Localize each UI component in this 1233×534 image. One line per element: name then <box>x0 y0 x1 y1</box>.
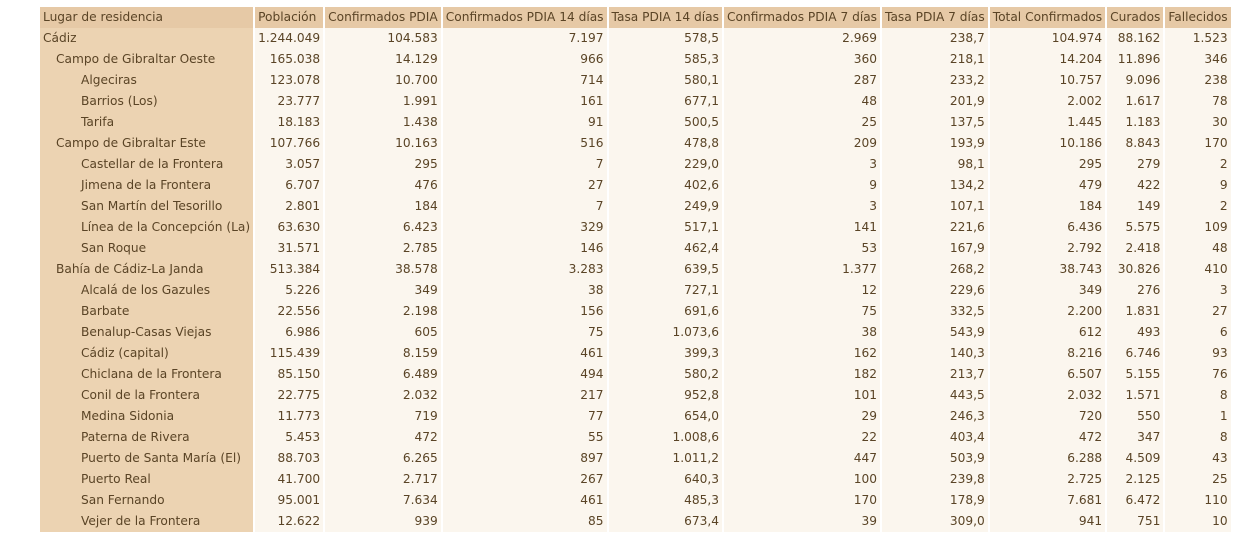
table-row <box>40 259 1231 280</box>
cell-poblacion: 5.453 <box>255 427 323 448</box>
cell-total-confirmados: 2.792 <box>990 238 1105 259</box>
cell-poblacion: 18.183 <box>255 112 323 133</box>
place-name-cell[interactable]: Cádiz <box>40 28 253 49</box>
cell-fallecidos: 1.523 <box>1165 28 1230 49</box>
cell-curados: 6.472 <box>1107 490 1163 511</box>
table-body <box>40 28 1231 532</box>
cell-poblacion: 5.226 <box>255 280 323 301</box>
header-lugar[interactable]: Lugar de residencia <box>40 7 253 28</box>
cell-tasa-pdia-14: 1.073,6 <box>609 322 722 343</box>
cell-tasa-pdia-7: 229,6 <box>882 280 988 301</box>
cell-tasa-pdia-14: 249,9 <box>609 196 722 217</box>
cell-fallecidos: 410 <box>1165 259 1230 280</box>
cell-curados: 1.617 <box>1107 91 1163 112</box>
cell-fallecidos: 10 <box>1165 511 1230 532</box>
place-name-cell[interactable]: Vejer de la Frontera <box>40 511 253 532</box>
cell-confirmados-pdia-7: 101 <box>724 385 880 406</box>
cell-tasa-pdia-7: 167,9 <box>882 238 988 259</box>
cell-confirmados-pdia: 476 <box>325 175 441 196</box>
cell-tasa-pdia-14: 462,4 <box>609 238 722 259</box>
cell-confirmados-pdia: 10.163 <box>325 133 441 154</box>
cell-confirmados-pdia-14: 27 <box>443 175 607 196</box>
cell-tasa-pdia-7: 443,5 <box>882 385 988 406</box>
cell-confirmados-pdia-14: 85 <box>443 511 607 532</box>
place-name-cell[interactable]: Barrios (Los) <box>40 91 253 112</box>
table-row <box>40 196 1231 217</box>
cell-total-confirmados: 349 <box>990 280 1105 301</box>
cell-poblacion: 107.766 <box>255 133 323 154</box>
cell-tasa-pdia-14: 402,6 <box>609 175 722 196</box>
table-row <box>40 301 1231 322</box>
cell-total-confirmados: 612 <box>990 322 1105 343</box>
cell-confirmados-pdia-14: 3.283 <box>443 259 607 280</box>
cell-confirmados-pdia: 6.423 <box>325 217 441 238</box>
cell-total-confirmados: 720 <box>990 406 1105 427</box>
table-row <box>40 238 1231 259</box>
cell-confirmados-pdia-14: 7.197 <box>443 28 607 49</box>
cell-total-confirmados: 6.436 <box>990 217 1105 238</box>
cell-poblacion: 3.057 <box>255 154 323 175</box>
cell-curados: 149 <box>1107 196 1163 217</box>
cell-poblacion: 85.150 <box>255 364 323 385</box>
cell-confirmados-pdia-14: 897 <box>443 448 607 469</box>
cell-confirmados-pdia-7: 287 <box>724 70 880 91</box>
cell-total-confirmados: 295 <box>990 154 1105 175</box>
cell-confirmados-pdia-14: 161 <box>443 91 607 112</box>
table-row <box>40 217 1231 238</box>
table-row <box>40 70 1231 91</box>
cell-fallecidos: 9 <box>1165 175 1230 196</box>
place-name-cell[interactable]: Campo de Gibraltar Oeste <box>40 49 253 70</box>
cell-confirmados-pdia: 8.159 <box>325 343 441 364</box>
cell-confirmados-pdia-14: 494 <box>443 364 607 385</box>
cell-tasa-pdia-7: 98,1 <box>882 154 988 175</box>
cell-confirmados-pdia-7: 39 <box>724 511 880 532</box>
cell-fallecidos: 109 <box>1165 217 1230 238</box>
cell-confirmados-pdia-14: 55 <box>443 427 607 448</box>
place-name-cell[interactable]: Barbate <box>40 301 253 322</box>
header-fallecidos[interactable]: Fallecidos <box>1165 7 1230 28</box>
cell-tasa-pdia-7: 193,9 <box>882 133 988 154</box>
cell-curados: 347 <box>1107 427 1163 448</box>
cell-tasa-pdia-7: 107,1 <box>882 196 988 217</box>
cell-tasa-pdia-7: 238,7 <box>882 28 988 49</box>
cell-confirmados-pdia-7: 22 <box>724 427 880 448</box>
table-row <box>40 448 1231 469</box>
cell-total-confirmados: 10.186 <box>990 133 1105 154</box>
cell-curados: 4.509 <box>1107 448 1163 469</box>
cell-confirmados-pdia-14: 966 <box>443 49 607 70</box>
cell-total-confirmados: 7.681 <box>990 490 1105 511</box>
header-tasa-pdia-14[interactable]: Tasa PDIA 14 días <box>609 7 722 28</box>
cell-curados: 88.162 <box>1107 28 1163 49</box>
cell-poblacion: 12.622 <box>255 511 323 532</box>
cell-total-confirmados: 6.288 <box>990 448 1105 469</box>
cell-curados: 5.575 <box>1107 217 1163 238</box>
cell-confirmados-pdia-14: 7 <box>443 196 607 217</box>
header-curados[interactable]: Curados <box>1107 7 1163 28</box>
cell-confirmados-pdia-7: 48 <box>724 91 880 112</box>
cell-poblacion: 2.801 <box>255 196 323 217</box>
covid-data-table <box>38 7 1233 532</box>
cell-curados: 550 <box>1107 406 1163 427</box>
cell-tasa-pdia-14: 952,8 <box>609 385 722 406</box>
cell-tasa-pdia-14: 585,3 <box>609 49 722 70</box>
cell-confirmados-pdia-14: 38 <box>443 280 607 301</box>
cell-fallecidos: 2 <box>1165 154 1230 175</box>
cell-confirmados-pdia: 2.785 <box>325 238 441 259</box>
table-header-row <box>40 7 1231 28</box>
header-tasa-pdia-7[interactable]: Tasa PDIA 7 días <box>882 7 988 28</box>
cell-fallecidos: 1 <box>1165 406 1230 427</box>
cell-confirmados-pdia-14: 156 <box>443 301 607 322</box>
cell-confirmados-pdia-14: 461 <box>443 490 607 511</box>
cell-confirmados-pdia-7: 1.377 <box>724 259 880 280</box>
data-table-container <box>38 7 1233 532</box>
place-name-cell[interactable]: Cádiz (capital) <box>40 343 253 364</box>
cell-tasa-pdia-14: 485,3 <box>609 490 722 511</box>
cell-fallecidos: 3 <box>1165 280 1230 301</box>
cell-tasa-pdia-14: 517,1 <box>609 217 722 238</box>
cell-total-confirmados: 472 <box>990 427 1105 448</box>
cell-confirmados-pdia-7: 360 <box>724 49 880 70</box>
cell-tasa-pdia-7: 201,9 <box>882 91 988 112</box>
cell-tasa-pdia-7: 403,4 <box>882 427 988 448</box>
cell-poblacion: 6.707 <box>255 175 323 196</box>
cell-total-confirmados: 14.204 <box>990 49 1105 70</box>
table-row <box>40 322 1231 343</box>
cell-curados: 2.418 <box>1107 238 1163 259</box>
cell-fallecidos: 48 <box>1165 238 1230 259</box>
cell-tasa-pdia-7: 543,9 <box>882 322 988 343</box>
cell-confirmados-pdia: 10.700 <box>325 70 441 91</box>
cell-tasa-pdia-14: 640,3 <box>609 469 722 490</box>
table-row <box>40 364 1231 385</box>
cell-curados: 9.096 <box>1107 70 1163 91</box>
cell-confirmados-pdia: 295 <box>325 154 441 175</box>
cell-confirmados-pdia-14: 329 <box>443 217 607 238</box>
cell-tasa-pdia-7: 221,6 <box>882 217 988 238</box>
cell-fallecidos: 27 <box>1165 301 1230 322</box>
header-confirmados-pdia-14[interactable]: Confirmados PDIA 14 días <box>443 7 607 28</box>
place-name-cell[interactable]: Jimena de la Frontera <box>40 175 253 196</box>
cell-curados: 279 <box>1107 154 1163 175</box>
cell-tasa-pdia-7: 134,2 <box>882 175 988 196</box>
cell-confirmados-pdia-14: 146 <box>443 238 607 259</box>
cell-fallecidos: 238 <box>1165 70 1230 91</box>
cell-tasa-pdia-14: 639,5 <box>609 259 722 280</box>
cell-total-confirmados: 2.200 <box>990 301 1105 322</box>
cell-tasa-pdia-14: 1.008,6 <box>609 427 722 448</box>
place-name-cell[interactable]: Medina Sidonia <box>40 406 253 427</box>
cell-tasa-pdia-7: 140,3 <box>882 343 988 364</box>
cell-total-confirmados: 2.032 <box>990 385 1105 406</box>
cell-tasa-pdia-14: 673,4 <box>609 511 722 532</box>
place-name-cell[interactable]: San Roque <box>40 238 253 259</box>
table-row <box>40 343 1231 364</box>
cell-curados: 1.831 <box>1107 301 1163 322</box>
cell-curados: 30.826 <box>1107 259 1163 280</box>
cell-tasa-pdia-14: 578,5 <box>609 28 722 49</box>
cell-curados: 8.843 <box>1107 133 1163 154</box>
place-name-cell[interactable]: Conil de la Frontera <box>40 385 253 406</box>
cell-confirmados-pdia-7: 12 <box>724 280 880 301</box>
cell-poblacion: 23.777 <box>255 91 323 112</box>
cell-poblacion: 165.038 <box>255 49 323 70</box>
table-row <box>40 49 1231 70</box>
cell-total-confirmados: 184 <box>990 196 1105 217</box>
cell-tasa-pdia-7: 239,8 <box>882 469 988 490</box>
cell-tasa-pdia-7: 137,5 <box>882 112 988 133</box>
place-name-cell[interactable]: Puerto Real <box>40 469 253 490</box>
cell-poblacion: 6.986 <box>255 322 323 343</box>
cell-confirmados-pdia-7: 2.969 <box>724 28 880 49</box>
header-confirmados-pdia-7[interactable]: Confirmados PDIA 7 días <box>724 7 880 28</box>
cell-confirmados-pdia: 2.032 <box>325 385 441 406</box>
cell-tasa-pdia-7: 503,9 <box>882 448 988 469</box>
cell-confirmados-pdia: 6.265 <box>325 448 441 469</box>
cell-confirmados-pdia: 1.991 <box>325 91 441 112</box>
cell-poblacion: 123.078 <box>255 70 323 91</box>
table-row <box>40 427 1231 448</box>
cell-confirmados-pdia-7: 447 <box>724 448 880 469</box>
cell-confirmados-pdia: 939 <box>325 511 441 532</box>
cell-fallecidos: 43 <box>1165 448 1230 469</box>
cell-curados: 276 <box>1107 280 1163 301</box>
place-name-cell[interactable]: Línea de la Concepción (La) <box>40 217 253 238</box>
cell-poblacion: 41.700 <box>255 469 323 490</box>
cell-fallecidos: 76 <box>1165 364 1230 385</box>
cell-fallecidos: 8 <box>1165 385 1230 406</box>
place-name-cell[interactable]: Chiclana de la Frontera <box>40 364 253 385</box>
table-row <box>40 112 1231 133</box>
cell-fallecidos: 93 <box>1165 343 1230 364</box>
place-name-cell[interactable]: Tarifa <box>40 112 253 133</box>
table-row <box>40 133 1231 154</box>
cell-confirmados-pdia-7: 53 <box>724 238 880 259</box>
table-row <box>40 469 1231 490</box>
cell-curados: 422 <box>1107 175 1163 196</box>
cell-curados: 11.896 <box>1107 49 1163 70</box>
cell-tasa-pdia-14: 229,0 <box>609 154 722 175</box>
cell-tasa-pdia-7: 332,5 <box>882 301 988 322</box>
cell-confirmados-pdia: 719 <box>325 406 441 427</box>
cell-tasa-pdia-7: 268,2 <box>882 259 988 280</box>
cell-confirmados-pdia-7: 38 <box>724 322 880 343</box>
cell-confirmados-pdia-14: 516 <box>443 133 607 154</box>
cell-confirmados-pdia: 2.198 <box>325 301 441 322</box>
cell-confirmados-pdia-14: 461 <box>443 343 607 364</box>
cell-confirmados-pdia-14: 267 <box>443 469 607 490</box>
cell-curados: 493 <box>1107 322 1163 343</box>
cell-confirmados-pdia: 2.717 <box>325 469 441 490</box>
table-row <box>40 154 1231 175</box>
cell-confirmados-pdia-7: 100 <box>724 469 880 490</box>
cell-poblacion: 22.775 <box>255 385 323 406</box>
cell-curados: 5.155 <box>1107 364 1163 385</box>
cell-confirmados-pdia-14: 714 <box>443 70 607 91</box>
cell-total-confirmados: 8.216 <box>990 343 1105 364</box>
cell-confirmados-pdia-14: 217 <box>443 385 607 406</box>
cell-tasa-pdia-7: 178,9 <box>882 490 988 511</box>
cell-fallecidos: 2 <box>1165 196 1230 217</box>
cell-confirmados-pdia-7: 170 <box>724 490 880 511</box>
cell-fallecidos: 6 <box>1165 322 1230 343</box>
cell-confirmados-pdia-7: 3 <box>724 196 880 217</box>
cell-confirmados-pdia-7: 9 <box>724 175 880 196</box>
cell-confirmados-pdia: 472 <box>325 427 441 448</box>
cell-confirmados-pdia-7: 209 <box>724 133 880 154</box>
cell-tasa-pdia-14: 580,1 <box>609 70 722 91</box>
cell-fallecidos: 8 <box>1165 427 1230 448</box>
place-name-cell[interactable]: San Martín del Tesorillo <box>40 196 253 217</box>
cell-confirmados-pdia: 6.489 <box>325 364 441 385</box>
cell-confirmados-pdia-7: 3 <box>724 154 880 175</box>
table-row <box>40 280 1231 301</box>
cell-confirmados-pdia: 7.634 <box>325 490 441 511</box>
cell-tasa-pdia-14: 399,3 <box>609 343 722 364</box>
table-row <box>40 175 1231 196</box>
table-row <box>40 406 1231 427</box>
cell-curados: 1.571 <box>1107 385 1163 406</box>
cell-total-confirmados: 6.507 <box>990 364 1105 385</box>
cell-tasa-pdia-14: 478,8 <box>609 133 722 154</box>
cell-tasa-pdia-14: 654,0 <box>609 406 722 427</box>
cell-curados: 6.746 <box>1107 343 1163 364</box>
cell-confirmados-pdia: 349 <box>325 280 441 301</box>
cell-tasa-pdia-14: 727,1 <box>609 280 722 301</box>
cell-poblacion: 22.556 <box>255 301 323 322</box>
cell-fallecidos: 78 <box>1165 91 1230 112</box>
place-name-cell[interactable]: Bahía de Cádiz-La Janda <box>40 259 253 280</box>
cell-confirmados-pdia: 38.578 <box>325 259 441 280</box>
header-total-confirmados[interactable]: Total Confirmados <box>990 7 1105 28</box>
cell-confirmados-pdia-14: 75 <box>443 322 607 343</box>
cell-confirmados-pdia: 14.129 <box>325 49 441 70</box>
cell-total-confirmados: 10.757 <box>990 70 1105 91</box>
cell-fallecidos: 25 <box>1165 469 1230 490</box>
place-name-cell[interactable]: Algeciras <box>40 70 253 91</box>
cell-fallecidos: 110 <box>1165 490 1230 511</box>
cell-confirmados-pdia: 1.438 <box>325 112 441 133</box>
cell-poblacion: 115.439 <box>255 343 323 364</box>
cell-confirmados-pdia-7: 141 <box>724 217 880 238</box>
place-name-cell[interactable]: San Fernando <box>40 490 253 511</box>
cell-poblacion: 1.244.049 <box>255 28 323 49</box>
place-name-cell[interactable]: Alcalá de los Gazules <box>40 280 253 301</box>
cell-curados: 1.183 <box>1107 112 1163 133</box>
table-row <box>40 511 1231 532</box>
cell-total-confirmados: 38.743 <box>990 259 1105 280</box>
header-poblacion[interactable]: Población <box>255 7 323 28</box>
cell-total-confirmados: 1.445 <box>990 112 1105 133</box>
cell-confirmados-pdia: 104.583 <box>325 28 441 49</box>
cell-tasa-pdia-7: 233,2 <box>882 70 988 91</box>
table-row <box>40 91 1231 112</box>
cell-fallecidos: 30 <box>1165 112 1230 133</box>
place-name-cell[interactable]: Campo de Gibraltar Este <box>40 133 253 154</box>
cell-tasa-pdia-7: 218,1 <box>882 49 988 70</box>
table-row <box>40 28 1231 49</box>
cell-curados: 2.125 <box>1107 469 1163 490</box>
cell-total-confirmados: 104.974 <box>990 28 1105 49</box>
cell-confirmados-pdia: 605 <box>325 322 441 343</box>
cell-tasa-pdia-14: 500,5 <box>609 112 722 133</box>
cell-fallecidos: 346 <box>1165 49 1230 70</box>
cell-tasa-pdia-14: 580,2 <box>609 364 722 385</box>
header-confirmados-pdia[interactable]: Confirmados PDIA <box>325 7 441 28</box>
cell-tasa-pdia-14: 1.011,2 <box>609 448 722 469</box>
cell-tasa-pdia-7: 213,7 <box>882 364 988 385</box>
cell-fallecidos: 170 <box>1165 133 1230 154</box>
cell-total-confirmados: 2.725 <box>990 469 1105 490</box>
cell-confirmados-pdia-14: 91 <box>443 112 607 133</box>
cell-confirmados-pdia-7: 25 <box>724 112 880 133</box>
cell-confirmados-pdia-7: 75 <box>724 301 880 322</box>
place-name-cell[interactable]: Puerto de Santa María (El) <box>40 448 253 469</box>
cell-tasa-pdia-7: 309,0 <box>882 511 988 532</box>
cell-total-confirmados: 2.002 <box>990 91 1105 112</box>
cell-poblacion: 31.571 <box>255 238 323 259</box>
place-name-cell[interactable]: Benalup-Casas Viejas <box>40 322 253 343</box>
cell-tasa-pdia-7: 246,3 <box>882 406 988 427</box>
cell-poblacion: 88.703 <box>255 448 323 469</box>
cell-tasa-pdia-14: 677,1 <box>609 91 722 112</box>
place-name-cell[interactable]: Castellar de la Frontera <box>40 154 253 175</box>
cell-confirmados-pdia: 184 <box>325 196 441 217</box>
cell-curados: 751 <box>1107 511 1163 532</box>
cell-poblacion: 95.001 <box>255 490 323 511</box>
cell-tasa-pdia-14: 691,6 <box>609 301 722 322</box>
cell-total-confirmados: 941 <box>990 511 1105 532</box>
place-name-cell[interactable]: Paterna de Rivera <box>40 427 253 448</box>
cell-confirmados-pdia-7: 182 <box>724 364 880 385</box>
table-row <box>40 385 1231 406</box>
cell-total-confirmados: 479 <box>990 175 1105 196</box>
cell-poblacion: 513.384 <box>255 259 323 280</box>
cell-confirmados-pdia-7: 162 <box>724 343 880 364</box>
cell-confirmados-pdia-14: 7 <box>443 154 607 175</box>
cell-confirmados-pdia-14: 77 <box>443 406 607 427</box>
cell-poblacion: 11.773 <box>255 406 323 427</box>
cell-confirmados-pdia-7: 29 <box>724 406 880 427</box>
table-row <box>40 490 1231 511</box>
cell-poblacion: 63.630 <box>255 217 323 238</box>
